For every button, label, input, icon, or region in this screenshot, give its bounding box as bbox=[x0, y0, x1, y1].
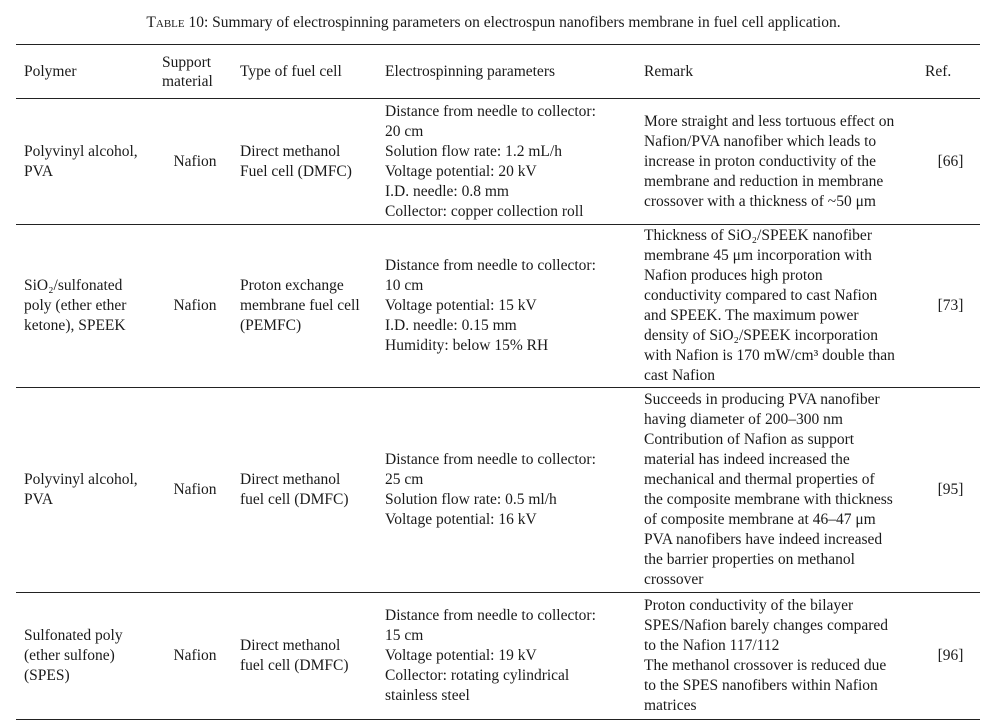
cell-line: fuel cell (DMFC) bbox=[240, 657, 349, 674]
cell-line: to the Nafion 117/112 bbox=[644, 637, 780, 654]
cell-line: 15 cm bbox=[385, 627, 424, 644]
header-fuel-cell-type: Type of fuel cell bbox=[240, 63, 342, 80]
cell-line: Fuel cell (DMFC) bbox=[240, 162, 352, 180]
cell-line: PVA nanofibers have indeed increased bbox=[644, 531, 883, 548]
header-support-line: Support bbox=[162, 54, 212, 71]
cell-line: Polyvinyl alcohol, bbox=[24, 142, 138, 160]
cell-line: having diameter of 200–300 nm bbox=[644, 411, 843, 428]
fuel-cell-type-cell bbox=[232, 99, 377, 225]
cell-line: Voltage potential: 19 kV bbox=[385, 647, 537, 664]
cell-line: of composite membrane at 46–47 μm bbox=[644, 511, 876, 528]
cell-line: matrices bbox=[644, 697, 697, 714]
cell-line: Nafion/PVA nanofiber which leads to bbox=[644, 132, 877, 150]
polymer-cell bbox=[16, 225, 154, 388]
polymer-cell bbox=[16, 388, 154, 593]
cell-line: Direct methanol bbox=[240, 637, 341, 654]
cell-line: Solution flow rate: 0.5 ml/h bbox=[385, 491, 557, 508]
cell-line: Voltage potential: 20 kV bbox=[385, 162, 537, 180]
cell-line: Solution flow rate: 1.2 mL/h bbox=[385, 142, 562, 160]
parameters-table bbox=[16, 44, 980, 720]
cell-line: I.D. needle: 0.15 mm bbox=[385, 317, 517, 334]
cell-line: Voltage potential: 15 kV bbox=[385, 297, 537, 314]
table-caption bbox=[0, 13, 987, 33]
cell-line: 20 cm bbox=[385, 122, 424, 140]
cell-line: crossover bbox=[644, 571, 704, 588]
cell-line: Direct methanol bbox=[240, 142, 341, 160]
table-title: Summary of electrospinning parameters on electrospun nanofibers membrane in fuel cell application. bbox=[212, 14, 841, 31]
cell-line: Polyvinyl alcohol, bbox=[24, 471, 138, 488]
cell-line: Humidity: below 15% RH bbox=[385, 337, 549, 354]
cell-line: Voltage potential: 16 kV bbox=[385, 511, 537, 528]
parameters-cell bbox=[377, 99, 636, 225]
cell-line: the composite membrane with thickness bbox=[644, 491, 893, 508]
cell-line: ketone), SPEEK bbox=[24, 317, 126, 334]
cell-line: mechanical and thermal properties of bbox=[644, 471, 875, 488]
reference-cell: [66] bbox=[937, 152, 964, 170]
cell-line: crossover with a thickness of ~50 μm bbox=[644, 192, 876, 210]
reference-cell: [73] bbox=[937, 297, 964, 314]
cell-line: stainless steel bbox=[385, 687, 470, 704]
remark-cell bbox=[636, 593, 917, 720]
table-header bbox=[16, 45, 980, 99]
cell-line: Proton exchange bbox=[240, 277, 344, 294]
polymer-cell bbox=[16, 99, 154, 225]
cell-line: Direct methanol bbox=[240, 471, 341, 488]
cell-line: Distance from needle to collector: bbox=[385, 102, 596, 120]
cell-line: the barrier properties on methanol bbox=[644, 551, 855, 568]
reference-cell: [95] bbox=[937, 481, 964, 498]
remark-cell bbox=[636, 388, 917, 593]
cell-line: Thickness of SiO₂/SPEEK nanofiber bbox=[644, 227, 872, 244]
cell-line: to the SPES nanofibers within Nafion bbox=[644, 677, 878, 694]
cell-line: conductivity compared to cast Nafion bbox=[644, 287, 878, 304]
header-electrospinning-parameters: Electrospinning parameters bbox=[385, 63, 556, 80]
cell-line: 25 cm bbox=[385, 471, 424, 488]
cell-line: SiO₂/sulfonated bbox=[24, 277, 123, 294]
cell-line: Distance from needle to collector: bbox=[385, 257, 596, 274]
remark-cell bbox=[636, 225, 917, 388]
cell-line: Collector: rotating cylindrical bbox=[385, 667, 570, 684]
table-row bbox=[16, 388, 980, 593]
header-row bbox=[16, 45, 980, 99]
cell-line: fuel cell (DMFC) bbox=[240, 491, 349, 508]
cell-line: membrane 45 μm incorporation with bbox=[644, 247, 872, 264]
cell-line: membrane fuel cell bbox=[240, 297, 360, 314]
table-row bbox=[16, 225, 980, 388]
parameters-cell bbox=[377, 388, 636, 593]
cell-line: Nafion produces high proton bbox=[644, 267, 823, 284]
reference-cell: [96] bbox=[937, 647, 964, 664]
support-material-cell: Nafion bbox=[173, 152, 217, 170]
cell-line: membrane and reduction in membrane bbox=[644, 172, 884, 190]
cell-line: cast Nafion bbox=[644, 367, 716, 384]
cell-line: with Nafion is 170 mW/cm³ double than bbox=[644, 347, 895, 364]
cell-line: (SPES) bbox=[24, 667, 70, 684]
cell-line: Collector: copper collection roll bbox=[385, 202, 584, 220]
parameters-cell bbox=[377, 225, 636, 388]
cell-line: poly (ether ether bbox=[24, 297, 127, 314]
cell-line: The methanol crossover is reduced due bbox=[644, 657, 887, 674]
cell-line: More straight and less tortuous effect on bbox=[644, 112, 895, 130]
cell-line: I.D. needle: 0.8 mm bbox=[385, 182, 509, 200]
support-material-cell: Nafion bbox=[173, 481, 217, 498]
polymer-cell bbox=[16, 593, 154, 720]
cell-line: Distance from needle to collector: bbox=[385, 607, 596, 624]
cell-line: (PEMFC) bbox=[240, 317, 302, 334]
cell-line: 10 cm bbox=[385, 277, 424, 294]
cell-line: Succeeds in producing PVA nanofiber bbox=[644, 391, 880, 408]
header-remark: Remark bbox=[644, 63, 694, 80]
cell-line: increase in proton conductivity of the bbox=[644, 152, 877, 170]
table-row bbox=[16, 99, 980, 225]
cell-line: Distance from needle to collector: bbox=[385, 451, 596, 468]
support-material-cell: Nafion bbox=[173, 647, 217, 664]
cell-line: PVA bbox=[24, 162, 54, 180]
cell-line: SPES/Nafion barely changes compared bbox=[644, 617, 889, 634]
table-row bbox=[16, 593, 980, 720]
support-material-cell: Nafion bbox=[173, 297, 217, 314]
header-support-material bbox=[154, 45, 232, 99]
cell-line: and SPEEK. The maximum power bbox=[644, 307, 859, 324]
cell-line: Contribution of Nafion as support bbox=[644, 431, 855, 448]
table-label: Table 10: bbox=[146, 14, 209, 31]
header-polymer: Polymer bbox=[24, 63, 77, 80]
cell-line: PVA bbox=[24, 491, 54, 508]
remark-cell bbox=[636, 99, 917, 225]
cell-line: (ether sulfone) bbox=[24, 647, 115, 664]
parameters-cell bbox=[377, 593, 636, 720]
cell-line: Proton conductivity of the bilayer bbox=[644, 597, 854, 614]
cell-line: material has indeed increased the bbox=[644, 451, 850, 468]
fuel-cell-type-cell bbox=[232, 225, 377, 388]
cell-line: density of SiO₂/SPEEK incorporation bbox=[644, 327, 879, 344]
table-body bbox=[16, 99, 980, 720]
fuel-cell-type-cell bbox=[232, 593, 377, 720]
fuel-cell-type-cell bbox=[232, 388, 377, 593]
header-ref: Ref. bbox=[925, 63, 952, 80]
cell-line: Sulfonated poly bbox=[24, 627, 123, 644]
header-support-line: material bbox=[162, 73, 213, 90]
